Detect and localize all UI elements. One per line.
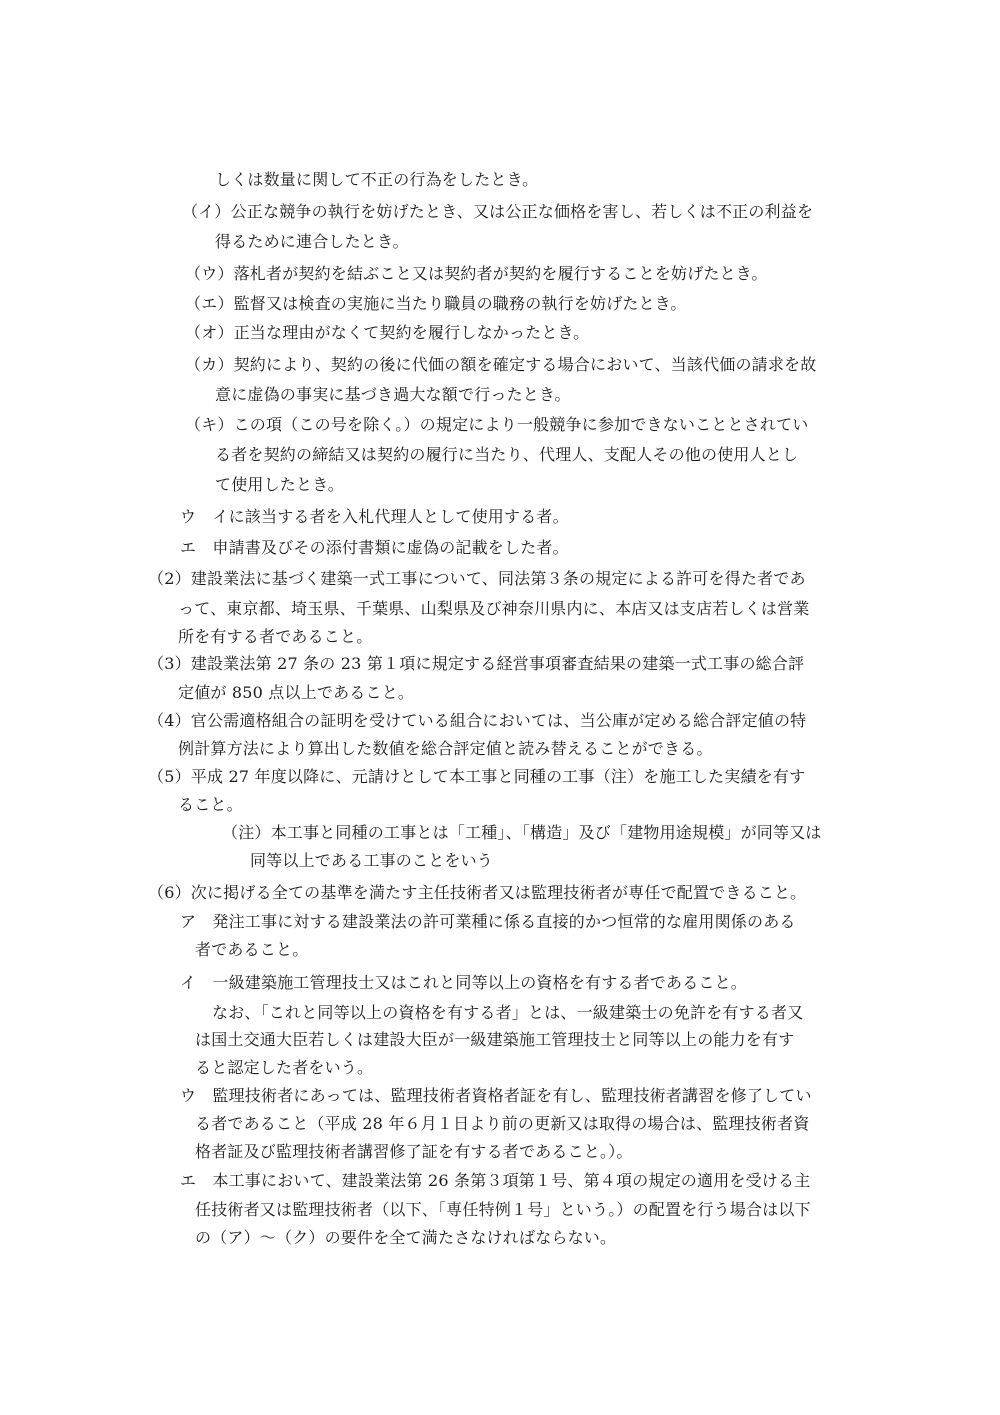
list-item-e3: エ 本工事において、建設業法第 26 条第３項第１号、第４項の規定の適用を受ける主 [180,1171,811,1190]
note: （注）本工事と同種の工事とは「工種」、「構造」及び「建物用途規模」が同等又は [222,823,822,842]
section-2: （2）建設業法に基づく建築一式工事について、同法第３条の規定による許可を得た者であ [148,569,806,588]
text-line: 得るために連合したとき。 [215,232,409,251]
text-line: る者であること（平成 28 年６月１日より前の更新又は取得の場合は、監理技術者資 [195,1114,810,1133]
text-line: 例計算方法により算出した数値を総合評定値と読み替えることができる。 [178,739,713,758]
text-line: 任技術者又は監理技術者（以下、「専任特例１号」という。）の配置を行う場合は以下 [195,1200,811,1219]
section-5: （5）平成 27 年度以降に、元請けとして本工事と同種の工事（注）を施工した実績を有す [148,767,806,786]
section-4: （4）官公需適格組合の証明を受けている組合においては、当公庫が定める総合評定値の特 [148,711,807,730]
list-item-ki: （キ）この項（この号を除く。）の規定により一般競争に参加できないこととされてい [185,415,809,434]
text-line: て使用したとき。 [215,475,344,494]
text-line: って、東京都、埼玉県、千葉県、山梨県及び神奈川県内に、本店又は支店若しくは営業 [178,599,810,618]
list-item-u2: ウ イに該当する者を入札代理人として使用する者。 [180,507,569,526]
text-line: る者を契約の締結又は契約の履行に当たり、代理人、支配人その他の使用人とし [215,445,799,464]
text-line: しくは数量に関して不正の行為をしたとき。 [215,170,539,189]
list-item-i2: イ 一級建築施工管理技士又はこれと同等以上の資格を有する者であること。 [180,973,748,992]
text-line: 意に虚偽の事実に基づき過大な額で行ったとき。 [215,385,571,404]
text-line: ると認定した者をいう。 [195,1058,374,1077]
list-item-e: （エ）監督又は検査の実施に当たり職員の職務の執行を妨げたとき。 [185,294,687,313]
text-line: 者であること。 [195,940,309,959]
text-line: ること。 [178,795,243,814]
text-line: 格者証及び監理技術者講習修了証を有する者であること。）。 [195,1142,633,1161]
text-line: 同等以上である工事のことをいう [250,851,494,870]
section-6: （6）次に掲げる全ての基準を満たす主任技術者又は監理技術者が専任で配置できること。 [148,883,807,902]
list-item-e2: エ 申請書及びその添付書類に虚偽の記載をした者。 [180,538,569,557]
text-line: なお、「これと同等以上の資格を有する者」とは、一級建築士の免許を有する者又 [212,1003,804,1022]
list-item-o: （オ）正当な理由がなくて契約を履行しなかったとき。 [185,323,590,342]
text-line: は国土交通大臣若しくは建設大臣が一級建築施工管理技士と同等以上の能力を有す [195,1030,795,1049]
list-item-ka: （カ）契約により、契約の後に代価の額を確定する場合において、当該代価の請求を故 [185,355,817,374]
text-line: の（ア）～（ク）の要件を全て満たさなければならない。 [195,1228,617,1247]
list-item-a: ア 発注工事に対する建設業法の許可業種に係る直接的かつ恒常的な雇用関係のある [180,912,796,931]
list-item-u: （ウ）落札者が契約を結ぶこと又は契約者が契約を履行することを妨げたとき。 [185,264,768,283]
list-item-i: （イ）公正な競争の執行を妨げたとき、又は公正な価格を害し、若しくは不正の利益を [182,202,814,221]
text-line: 所を有する者であること。 [178,627,373,646]
text-line: 定値が 850 点以上であること。 [178,683,415,702]
section-3: （3）建設業法第 27 条の 23 第１項に規定する経営事項審査結果の建築一式工事の総合評 [148,654,805,673]
list-item-u3: ウ 監理技術者にあっては、監理技術者資格者証を有し、監理技術者講習を修了してい [180,1086,812,1105]
